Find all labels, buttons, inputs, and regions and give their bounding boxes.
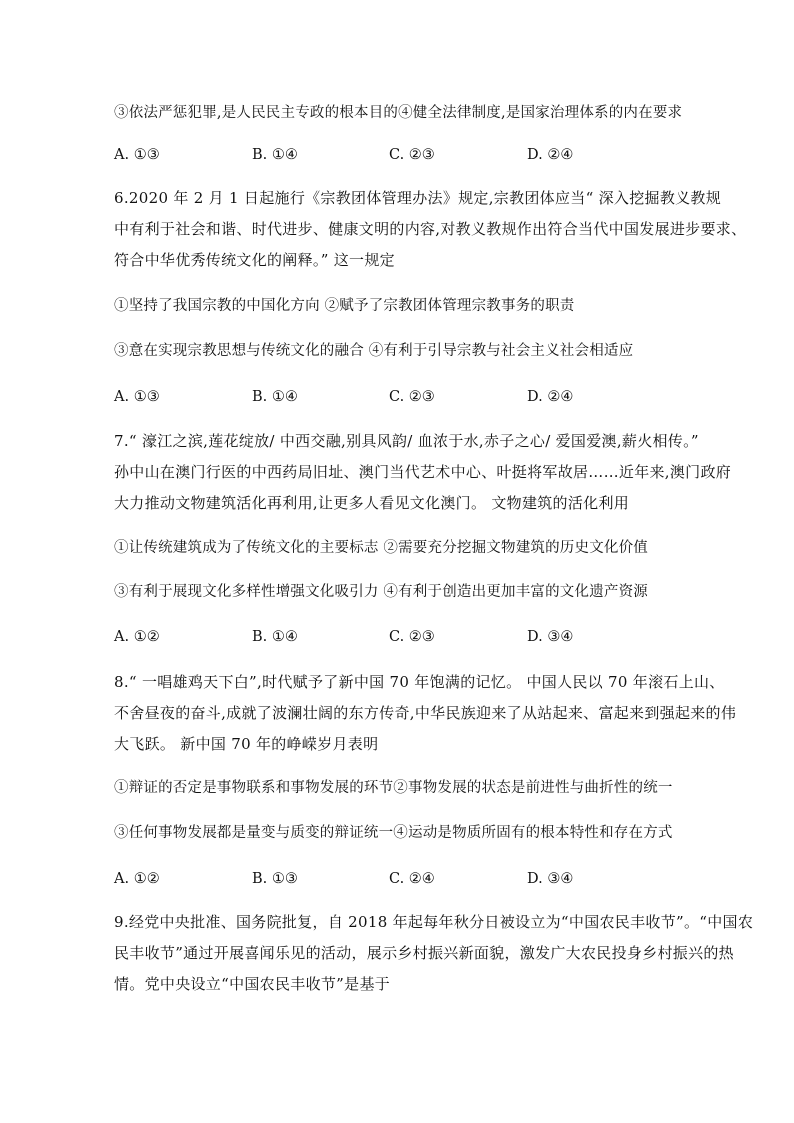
- option-c[interactable]: C. ②③: [389, 629, 435, 645]
- question-7-stem-line-2: 孙中山在澳门行医的中西药局旧址、澳门当代艺术中心、叶挺将军故居……近年来,澳门政府: [114, 463, 732, 481]
- option-c[interactable]: C. ②③: [389, 147, 435, 163]
- question-7-stem-line-1: 7.“ 濠江之滨,莲花绽放/ 中西交融,别具风韵/ 血浓于水,赤子之心/ 爱国爱澳,薪火相传。”: [114, 432, 699, 450]
- question-6-choice-line-1: ①坚持了我国宗教的中国化方向 ②赋予了宗教团体管理宗教事务的职责: [114, 298, 575, 314]
- question-7-options: [114, 627, 674, 647]
- question-7-choice-line-1: ①让传统建筑成为了传统文化的主要标志 ②需要充分挖掘文物建筑的历史文化价值: [114, 540, 649, 556]
- option-d[interactable]: D. ②④: [527, 389, 574, 405]
- option-b[interactable]: B. ①④: [252, 147, 298, 163]
- question-8-stem-line-3: 大飞跃。 新中国 70 年的峥嵘岁月表明: [114, 735, 379, 753]
- question-9-stem-line-3: 情。党中央设立“中国农民丰收节”是基于: [114, 975, 391, 993]
- question-6-stem-line-1: 6.2020 年 2 月 1 日起施行《宗教团体管理办法》规定,宗教团体应当“ 深入挖掘教义教规: [114, 189, 722, 207]
- option-b[interactable]: B. ①③: [252, 871, 298, 887]
- option-c[interactable]: C. ②③: [389, 389, 435, 405]
- option-b[interactable]: B. ①④: [252, 389, 298, 405]
- question-6-stem-line-2: 中有利于社会和谐、时代进步、健康文明的内容,对教义教规作出符合当代中国发展进步要求、: [114, 220, 747, 238]
- question-8-choice-line-2: ③任何事物发展都是量变与质变的辩证统一④运动是物质所固有的根本特性和存在方式: [114, 825, 673, 841]
- question-7-stem-line-3: 大力推动文物建筑活化再利用,让更多人看见文化澳门。 文物建筑的活化利用: [114, 494, 630, 512]
- option-a[interactable]: A. ①③: [114, 147, 160, 163]
- question-6-stem-line-3: 符合中华优秀传统文化的阐释。” 这一规定: [114, 251, 395, 269]
- option-a[interactable]: A. ①②: [114, 629, 160, 645]
- option-d[interactable]: D. ③④: [527, 871, 574, 887]
- question-8-choice-line-1: ①辩证的否定是事物联系和事物发展的环节②事物发展的状态是前进性与曲折性的统一: [114, 780, 673, 796]
- choice-line: ③依法严惩犯罪,是人民民主专政的根本目的④健全法律制度,是国家治理体系的内在要求: [114, 105, 683, 121]
- question-8-options: [114, 869, 674, 889]
- question-8-stem-line-1: 8.“ 一唱雄鸡天下白”,时代赋予了新中国 70 年饱满的记忆。 中国人民以 70 年滚石上山、: [114, 673, 725, 691]
- question-9-stem-line-2: 民丰收节”通过开展喜闻乐见的活动，展示乡村振兴新面貌，激发广大农民投身乡村振兴的热: [114, 944, 734, 962]
- answer-options: [114, 145, 674, 165]
- option-d[interactable]: D. ②④: [527, 147, 574, 163]
- option-c[interactable]: C. ②④: [389, 871, 435, 887]
- option-a[interactable]: A. ①②: [114, 871, 160, 887]
- question-6-options: [114, 387, 674, 407]
- question-6-choice-line-2: ③意在实现宗教思想与传统文化的融合 ④有利于引导宗教与社会主义社会相适应: [114, 343, 634, 359]
- question-9-stem-line-1: 9.经党中央批准、国务院批复，自 2018 年起每年秋分日被设立为“中国农民丰收节”。“中国农: [114, 913, 754, 931]
- option-d[interactable]: D. ③④: [527, 629, 574, 645]
- question-7-choice-line-2: ③有利于展现文化多样性增强文化吸引力 ④有利于创造出更加丰富的文化遗产资源: [114, 584, 649, 600]
- question-8-stem-line-2: 不舍昼夜的奋斗,成就了波澜壮阔的东方传奇,中华民族迎来了从站起来、富起来到强起来的伟: [114, 704, 737, 722]
- option-b[interactable]: B. ①④: [252, 629, 298, 645]
- option-a[interactable]: A. ①③: [114, 389, 160, 405]
